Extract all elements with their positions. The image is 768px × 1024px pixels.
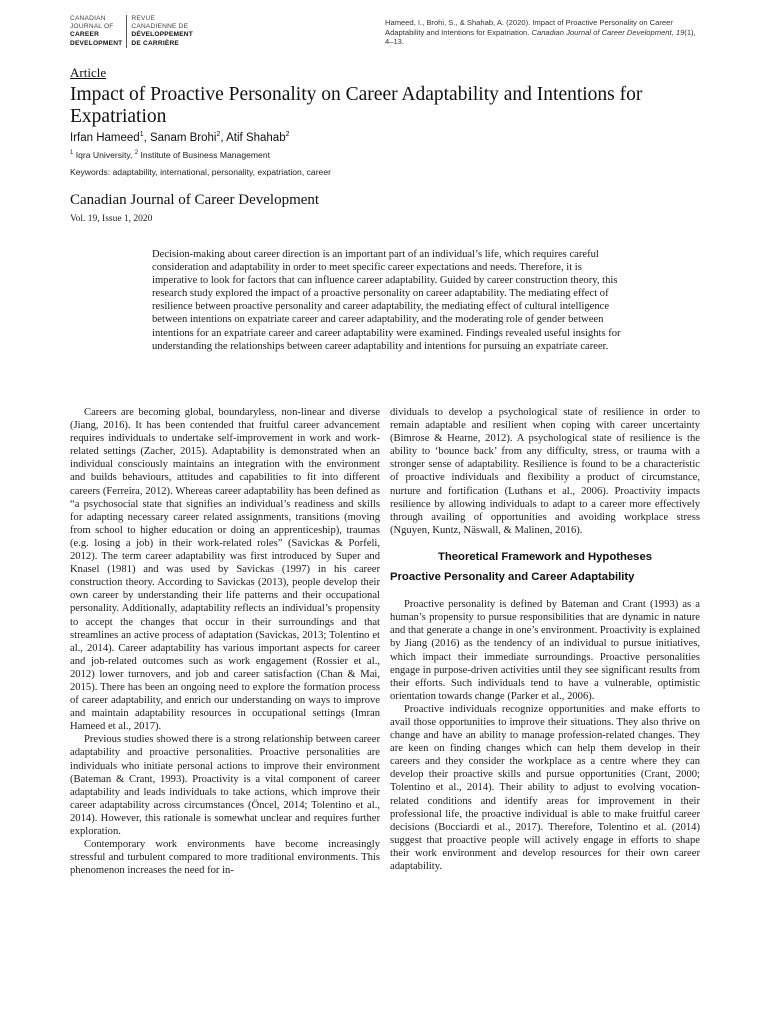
- logo-line: DÉVELOPPEMENT: [131, 31, 193, 39]
- author-name: Irfan Hameed: [70, 131, 140, 144]
- body-paragraph: Previous studies showed there is a strong relationship between career adaptability and proactive personalities. Proactive personalities are individuals who initiate personal actions to improve their environment (Bateman & Crant, 1993). Proactivity is a vital component of career adaptability and leads individuals to take actions, which improve their career adaptability across circumstances (Öncel, 2014; Tolentino et al., 2014). However, this rationale is somewhat unclear and requires further exploration.: [70, 734, 380, 837]
- body-column-right: [390, 406, 700, 873]
- citation-text: Hameed, I., Brohi, S., & Shahab, A. (2020). Impact of Proactive Personality on Career Adaptability and Intentions for Expatriation.: [385, 18, 673, 37]
- journal-name: Canadian Journal of Career Development: [70, 192, 320, 208]
- author-affil-mark: 2: [285, 131, 290, 138]
- body-column-left: [70, 406, 380, 877]
- citation-journal: Canadian Journal of Career Development, 19: [531, 27, 685, 37]
- article-type-label: Article: [70, 65, 107, 80]
- affiliation: Iqra University,: [73, 150, 135, 160]
- citation-issue: (1), 4–13.: [385, 27, 696, 47]
- logo-line: DE CARRIÈRE: [131, 39, 180, 47]
- logo-english: [70, 15, 126, 48]
- body-paragraph: dividuals to develop a psychological state of resilience in order to remain adaptable and resilient when coping with career uncertainty (Bimrose & Hearne, 2012). A psychological state of resilience is the ability to ‘bounce back’ from any difficulty, stress, or trauma with a stronger sense of adaptability. Resilience is found to be a characteristic of proactive individuals and flexibility a product of circumstance, nurture and fortification (Luthans et al., 2006). Proactivity impacts resilience by allowing individuals to adapt to a career more effectively through availing of opportunities and avoiding workplace stress (Nguyen, Kuntz, Näswall, & Malinen, 2016).: [390, 407, 700, 536]
- author-name: Sanam Brohi: [149, 131, 217, 144]
- author-affil-mark: 2: [216, 131, 221, 138]
- journal-logo: [70, 15, 193, 48]
- logo-french: [126, 15, 193, 48]
- author-name: Atif Shahab: [226, 131, 286, 144]
- subsection-heading: Proactive Personality and Career Adaptability: [390, 571, 635, 584]
- logo-line: REVUE: [131, 15, 156, 22]
- logo-line: CAREER: [70, 31, 100, 39]
- logo-line: JOURNAL OF: [70, 23, 114, 31]
- affiliations: [70, 150, 270, 160]
- volume-issue: Vol. 19, Issue 1, 2020: [70, 214, 153, 224]
- abstract: Decision-making about career direction is an important part of an individual’s life, which requires careful consideration and adaptability in order to meet specific career expectations and needs. Therefore, it is imperative to look for factors that can influence career adaptability. Guided by career construction theory, this research study explored the impact of a proactive personality on career adaptability. The mediating effect of resilience between proactive personality and career adaptability, the mediating effect of cultural intelligence between intentions on expatriate career and career adaptability, and the moderating role of gender between intentions for an expatriate career and career adaptability were examined. Findings revealed useful insights for understanding the relationships between career adaptability and intentions for pursuing an expatriate career.: [152, 249, 621, 352]
- body-paragraph: Contemporary work environments have become increasingly stressful and turbulent compared to more traditional environments. This phenomenon increases the need for in-: [70, 839, 380, 877]
- body-paragraph: Careers are becoming global, boundaryless, non-linear and diverse (Jiang, 2016). It has been contended that fruitful career advancement requires individuals to undertake self-improvement in work and work-related settings (Zacher, 2015). Adaptability is demonstrated when an individual consciously maintains an integration with the environment and builds behaviours, attitudes and capabilities to fit into different careers (Ferreira, 2012). Whereas career adaptability has been defined as “a psychosocial state that signifies an individual’s readiness and skills for adapting necessary career related assignments, transitions (moving from school to higher education or doing an apprenticeship), traumas (e.g. losing a job) in their work-related roles” (Savickas & Porfeli, 2012). The term career adaptability was first introduced by Super and Knasel (1981) and was used by Savickas (1997) in his career construction theory. According to Savickas (2013), people develop their own career by understanding their life patterns and their occupational personality. Additionally, adaptability reflects an individual’s propensity to accept the changes that occur in their surroundings and that streamlines an active process of adaptation (Savickas, 2013; Tolentino et al., 2014). Career adaptability has various important aspects for career and job-related outcomes such as work engagement (Rossier et al., 2012) lower turnovers, and job and career satisfaction (Chan & Mai, 2015). There has been an ongoing need to explore the formation process of career adaptability, and enrich our understanding on ways to improve and maintain adaptability resources in occupational settings (Imran Hameed et al., 2017).: [70, 407, 380, 733]
- affil-mark: 1: [70, 150, 74, 157]
- logo-line: CANADIENNE DE: [131, 23, 189, 31]
- article-title: Impact of Proactive Personality on Career Adaptability and Intentions for Expatriation: [70, 84, 643, 127]
- author-list: Irfan Hameed$^1$, Sanam Brohi$^2$, Atif Shahab$^2$: [70, 131, 290, 144]
- author-affil-mark: 1: [139, 131, 144, 138]
- logo-line: CANADIAN: [70, 15, 106, 22]
- citation: [385, 18, 703, 47]
- keywords: Keywords: adaptability, international, personality, expatriation, career: [70, 167, 331, 177]
- affil-mark: 2: [134, 150, 139, 157]
- section-heading: Theoretical Framework and Hypotheses: [437, 550, 653, 563]
- logo-line: DEVELOPMENT: [70, 39, 123, 47]
- body-paragraph: Proactive individuals recognize opportunities and make efforts to avail those opportunities to improve their situations. They also thrive on change and have an ability to manage profession-related changes. They are keen on finding changes which can help them develop in their careers and they consider the workplace as a centre where they can develop their proactive skills and pursue opportunities (Crant, 2000; Tolentino et al., 2014). Their ability to adjust to evolving vocation-related conditions and identify areas for improvement in their professional life, the proactive individual is able to make fruitful career decisions (Bocciardi et al., 2017). Therefore, Tolentino et al. (2014) suggest that proactive people will actively engage in efforts to shape their work environment and develop resources for their own career adaptability.: [390, 703, 700, 872]
- body-paragraph: Proactive personality is defined by Bateman and Crant (1993) as a human’s propensity to pursue responsibilities that are dynamic in nature and that generate a change in one’s environment. Proactivity is explained by Jiang (2016) as the tendency of an individual to pursue initiatives, which impact their immediate surroundings. Proactive personalities engage in purpose-driven activities until they see significant results from their efforts. Such individuals tend to have a vulnerable, optimistic orientation towards change (Parker et al., 2006).: [390, 599, 700, 702]
- affiliation: Institute of Business Management: [138, 150, 270, 160]
